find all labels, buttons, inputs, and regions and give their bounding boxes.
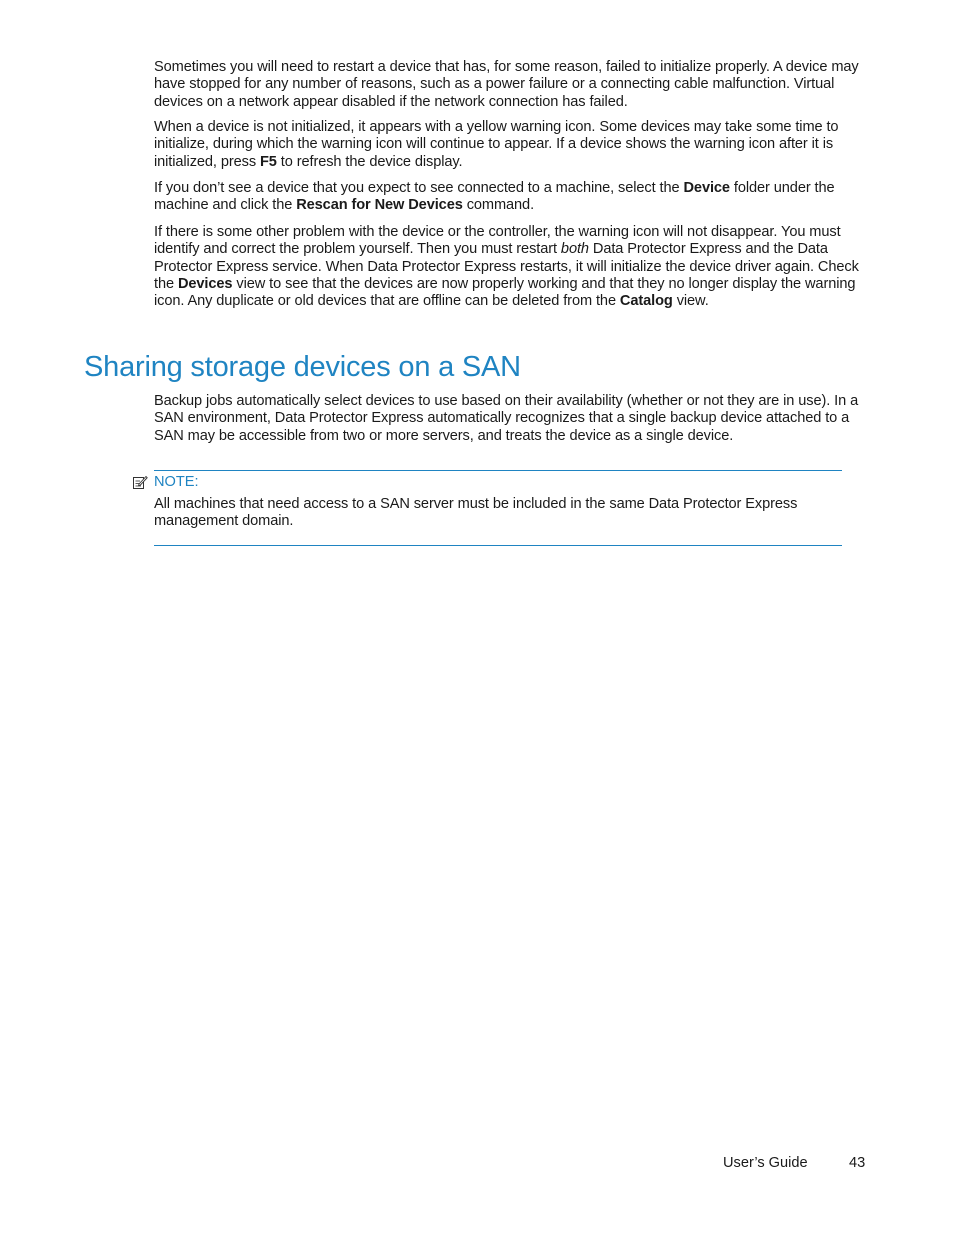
paragraph-text: Backup jobs automatically select devices to use based on their availability (whether or not they are in use). In a SAN environment, Data Protector Express automatically recognizes that a single backup device attached to a SAN may be accessible from two or more servers, and treats the device as a single device.: [154, 393, 859, 444]
note-top-rule: [154, 470, 842, 471]
paragraph-rescan: [154, 180, 860, 215]
term-catalog: Catalog: [619, 293, 673, 310]
paragraph-text: If you don’t see a device that you expect to see connected to a machine, select the: [154, 180, 684, 196]
emphasis-both: both: [560, 241, 589, 258]
section-heading: Sharing storage devices on a SAN: [84, 351, 521, 383]
note-label: NOTE:: [154, 473, 199, 490]
paragraph-text: If there is some other problem with the device or the controller, the warning icon will not disappear. You must identify and correct the problem yourself. Then you must restart: [154, 224, 841, 258]
note-body: [154, 496, 834, 531]
note-header: [132, 472, 199, 492]
key-f5: F5: [259, 153, 277, 170]
note-text: All machines that need access to a SAN server must be included in the same Data Protector Express management domain.: [154, 496, 798, 530]
term-devices: Devices: [177, 275, 233, 292]
note-bottom-rule: [154, 545, 842, 546]
paragraph-text: When a device is not initialized, it appears with a yellow warning icon. Some devices may take some time to initialize, during which the warning icon will continue to appear. If a device shows the warning icon after it is initialized, press: [154, 119, 839, 170]
paragraph-san: [154, 393, 860, 445]
paragraph-text: command.: [462, 197, 535, 214]
paragraph-text: view.: [672, 293, 709, 310]
paragraph-text: view to see that the devices are now properly working and that they no longer display the warning icon. Any duplicate or old devices that are offline can be deleted from the: [154, 275, 856, 310]
paragraph-text: Sometimes you will need to restart a device that has, for some reason, failed to initialize properly. A device may have stopped for any number of reasons, such as a power failure or a connecting cable malfunction. Virtual devices on a network appear disabled if the network connection has failed.: [154, 59, 859, 110]
paragraph-text: folder under the machine and click the: [154, 180, 835, 214]
footer-guide-title: User’s Guide: [723, 1155, 808, 1171]
footer-page-number: 43: [849, 1155, 866, 1171]
paragraph-text: to refresh the device display.: [276, 153, 463, 170]
paragraph-text: Data Protector Express and the Data Protector Express service. When Data Protector Express restarts, it will initialize the device driver again. Check the: [154, 241, 859, 292]
paragraph-warning-icon: [154, 119, 860, 171]
note-pencil-icon: [132, 474, 148, 490]
term-rescan-command: Rescan for New Devices: [296, 197, 463, 214]
paragraph-other-problem: [154, 224, 860, 310]
paragraph-restart-device: [154, 59, 860, 111]
term-device: Device: [683, 180, 730, 196]
